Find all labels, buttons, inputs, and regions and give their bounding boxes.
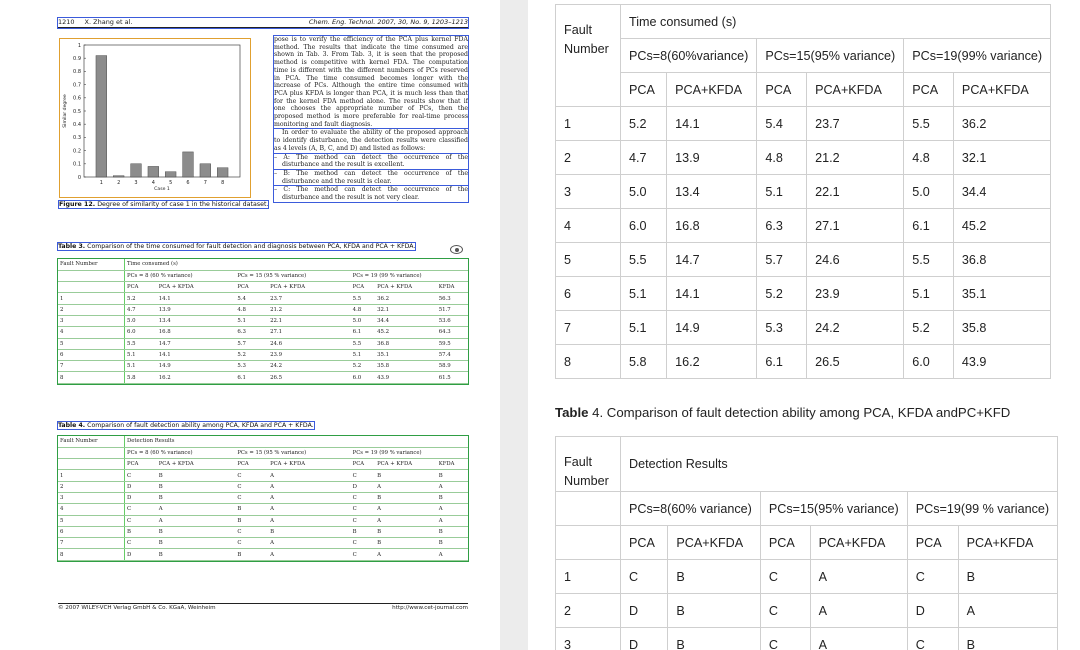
fault-number-cell: 3 bbox=[58, 315, 125, 326]
table-cell: 21.2 bbox=[268, 304, 351, 315]
table-row bbox=[556, 594, 1058, 628]
table-row bbox=[58, 315, 468, 326]
bar bbox=[148, 166, 159, 177]
table-cell: C bbox=[235, 481, 268, 492]
table-cell: 27.1 bbox=[807, 209, 904, 243]
table-cell: A bbox=[268, 492, 351, 503]
table-cell: 23.9 bbox=[807, 277, 904, 311]
table-row bbox=[58, 549, 468, 560]
table-cell: A bbox=[437, 504, 468, 515]
table-cell: C bbox=[760, 594, 810, 628]
table-cell: C bbox=[621, 560, 668, 594]
y-tick-label: 0.6 bbox=[73, 95, 81, 102]
fault-number-cell: 5 bbox=[556, 243, 621, 277]
table-cell: C bbox=[351, 504, 375, 515]
table-row bbox=[58, 492, 468, 503]
fault-number-header: Fault Number bbox=[556, 5, 621, 107]
table-cell: 43.9 bbox=[375, 372, 437, 383]
bar bbox=[200, 164, 211, 177]
table-cell: A bbox=[810, 560, 907, 594]
table-cell: 23.7 bbox=[807, 107, 904, 141]
fault-number-cell: 5 bbox=[58, 515, 125, 526]
table-cell: B bbox=[375, 492, 437, 503]
table-row bbox=[556, 141, 1051, 175]
table-cell: 5.1 bbox=[235, 315, 268, 326]
x-tick-label: 6 bbox=[186, 180, 190, 186]
fault-number-cell: 8 bbox=[58, 549, 125, 560]
eye-icon[interactable] bbox=[450, 245, 463, 254]
table-row bbox=[556, 107, 1051, 141]
table-cell: 6.0 bbox=[621, 209, 667, 243]
y-tick-label: 0.1 bbox=[73, 161, 81, 168]
table-row bbox=[58, 526, 468, 537]
table-cell: 6.0 bbox=[125, 327, 157, 338]
table-cell: 5.8 bbox=[125, 372, 157, 383]
table-cell: A bbox=[268, 515, 351, 526]
table-cell: C bbox=[760, 628, 810, 650]
table-cell: 5.1 bbox=[351, 349, 375, 360]
doc-table-3: Fault Number Time consumed (s) PCs=8(60%variance) PCs=15(95% variance) PCs=19(99% variance) PCA PCA+KFDA PCA PCA+KFDA PCA PCA+KFDA 1 5.2 14.1 5.4 23.7 5.5 36.2 2 4.7 13.9 4.8 21.2 4.8 32.1 3 5.0 13.4 5.1 22.1 5.0 34.4 4 6.0 16.8 6.3 27.1 6.1 45.2 5 5.5 14.7 5.7 24.6 5.5 36.8 6 5.1 14.1 5.2 23.9 5.1 35.1 7 5.1 14.9 5.3 24.2 5.2 35.8 8 5.8 16.2 6.1 26.5 6.0 43.9 bbox=[555, 4, 1051, 379]
fault-number-cell: 5 bbox=[58, 338, 125, 349]
table-cell: 58.9 bbox=[437, 361, 468, 372]
table-cell: 45.2 bbox=[953, 209, 1050, 243]
table-cell: D bbox=[125, 549, 157, 560]
fault-number-cell: 6 bbox=[58, 526, 125, 537]
x-tick-label: 5 bbox=[169, 180, 173, 186]
table-cell: C bbox=[235, 492, 268, 503]
table-cell: B bbox=[437, 470, 468, 481]
paragraph-results: pose is to verify the efficiency of the PCA plus kernel FDA method. The results that indicate the time consumed are shown in Tab. 3. From Tab. 3, it is seen that the proposed method is competitive with kernel FDA. The computation time is different with the different numbers of PCs reserved in PCA. The time consumed becomes longer with the increase of PCs. Although the entire time consumed with PCA plus KFDA is longer than PCA, it is much less than that for the kernel FDA method alone. The results show that if one chooses the appropriate number of PCs, then the proposed method is more preferable for real-time process monitoring and fault diagnosis. bbox=[274, 36, 468, 128]
table-cell: A bbox=[437, 481, 468, 492]
table-cell: 6.1 bbox=[757, 345, 807, 379]
table-cell: 14.1 bbox=[667, 277, 757, 311]
fault-number-header: Fault Number bbox=[556, 437, 621, 492]
page-number: 1210 bbox=[58, 18, 75, 26]
table-cell: 24.6 bbox=[807, 243, 904, 277]
table-cell: 34.4 bbox=[953, 175, 1050, 209]
table-cell: C bbox=[125, 538, 157, 549]
table-cell: B bbox=[157, 526, 236, 537]
bar bbox=[165, 172, 176, 177]
table-cell: 14.7 bbox=[667, 243, 757, 277]
table-cell: B bbox=[958, 628, 1057, 650]
table-cell: 23.7 bbox=[268, 293, 351, 304]
table-cell: B bbox=[235, 504, 268, 515]
table-cell: 36.2 bbox=[953, 107, 1050, 141]
table-cell: B bbox=[235, 515, 268, 526]
table-cell: 23.9 bbox=[268, 349, 351, 360]
table-cell: 16.8 bbox=[157, 327, 236, 338]
table-row bbox=[556, 345, 1051, 379]
table-cell: 34.4 bbox=[375, 315, 437, 326]
table-cell: A bbox=[268, 470, 351, 481]
table-cell: 6.1 bbox=[235, 372, 268, 383]
table-cell: 6.0 bbox=[904, 345, 954, 379]
table-cell: 14.7 bbox=[157, 338, 236, 349]
table-row bbox=[58, 338, 468, 349]
table-row bbox=[556, 311, 1051, 345]
page-footer bbox=[58, 603, 468, 611]
paper-page bbox=[0, 0, 500, 650]
y-tick-label: 0.4 bbox=[73, 122, 81, 128]
table-row bbox=[58, 327, 468, 338]
table-cell: C bbox=[760, 560, 810, 594]
table-row bbox=[58, 504, 468, 515]
fault-number-cell: 3 bbox=[556, 175, 621, 209]
table-cell: A bbox=[437, 515, 468, 526]
table-cell: B bbox=[437, 538, 468, 549]
table-cell: B bbox=[157, 492, 236, 503]
table-cell: 36.2 bbox=[375, 293, 437, 304]
table-cell: D bbox=[621, 628, 668, 650]
table-cell: 5.4 bbox=[757, 107, 807, 141]
bar bbox=[183, 152, 194, 177]
list-item-b: – B: The method can detect the occurrence of the disturbance and the result is clear. bbox=[274, 169, 468, 185]
x-tick-label: 2 bbox=[117, 180, 121, 186]
table-cell: 27.1 bbox=[268, 327, 351, 338]
table-cell: 43.9 bbox=[953, 345, 1050, 379]
time-consumed-header: Time consumed (s) bbox=[621, 5, 1051, 39]
plot-frame bbox=[84, 45, 240, 177]
table-cell: D bbox=[621, 594, 668, 628]
paper-table-4: Fault Number Detection Results PCs = 8 (60 % variance) PCs = 15 (95 % variance) PCs = 19 (99 % variance) PCA PCA + KFDA PCA PCA + KFDA PCA PCA + KFDA KFDA 1 C B C A C B B 2 D B C A D A A 3 D B C A C B B 4 C A B A C A A 5 C A B A C A A 6 B B C B B B B 7 C B C A C B B 8 D B B A C A A bbox=[58, 436, 468, 561]
doc-table-4: Fault Number Detection Results PCs=8(60% variance) PCs=15(95% variance) PCs=19(99 % variance) PCA PCA+KFDA PCA PCA+KFDA PCA PCA+KFDA 1 C B C A C B 2 D B C A D A 3 D B C A C B bbox=[555, 436, 1058, 650]
y-tick-label: 0.9 bbox=[73, 56, 81, 62]
table-cell: 16.2 bbox=[667, 345, 757, 379]
table-cell: 6.3 bbox=[757, 209, 807, 243]
table-cell: 5.2 bbox=[125, 293, 157, 304]
table-cell: 35.1 bbox=[953, 277, 1050, 311]
table-cell: 24.6 bbox=[268, 338, 351, 349]
table-cell: 5.1 bbox=[757, 175, 807, 209]
table-cell: 5.5 bbox=[351, 338, 375, 349]
table-row bbox=[58, 304, 468, 315]
y-tick-label: 0.3 bbox=[73, 135, 81, 142]
y-tick-label: 0 bbox=[77, 174, 81, 181]
table-cell: 6.3 bbox=[235, 327, 268, 338]
table-cell: 57.4 bbox=[437, 349, 468, 360]
fault-number-cell: 1 bbox=[556, 107, 621, 141]
table-row bbox=[58, 515, 468, 526]
figure-12-caption: Figure 12. Degree of similarity of case 1 in the historical dataset. bbox=[59, 201, 269, 208]
y-tick-label: 0.8 bbox=[73, 69, 81, 76]
table-cell: A bbox=[437, 549, 468, 560]
y-tick-label: 1 bbox=[77, 42, 81, 49]
table-cell: 13.9 bbox=[157, 304, 236, 315]
table-cell: A bbox=[375, 504, 437, 515]
fault-number-cell: 2 bbox=[556, 594, 621, 628]
table-cell: 5.0 bbox=[351, 315, 375, 326]
table-cell: A bbox=[810, 594, 907, 628]
table-cell: A bbox=[375, 515, 437, 526]
table-cell: 5.0 bbox=[125, 315, 157, 326]
table-row bbox=[556, 243, 1051, 277]
copyright: © 2007 WILEY-VCH Verlag GmbH & Co. KGaA, Weinheim bbox=[58, 605, 216, 611]
table-cell: 5.7 bbox=[235, 338, 268, 349]
x-tick-label: 4 bbox=[151, 180, 155, 186]
fault-number-cell: 1 bbox=[58, 470, 125, 481]
fault-number-cell: 3 bbox=[58, 492, 125, 503]
table-cell: 5.5 bbox=[621, 243, 667, 277]
x-tick-label: 1 bbox=[99, 180, 103, 186]
table-cell: C bbox=[351, 470, 375, 481]
table-cell: 61.5 bbox=[437, 372, 468, 383]
table-cell: B bbox=[157, 538, 236, 549]
table-row bbox=[58, 481, 468, 492]
table-cell: B bbox=[437, 492, 468, 503]
table-cell: 56.3 bbox=[437, 293, 468, 304]
table-cell: 53.6 bbox=[437, 315, 468, 326]
table-cell: C bbox=[125, 515, 157, 526]
y-tick-label: 0.2 bbox=[73, 148, 81, 155]
table-cell: B bbox=[668, 628, 761, 650]
table-cell: 5.1 bbox=[621, 311, 667, 345]
table-cell: 16.8 bbox=[667, 209, 757, 243]
table-cell: C bbox=[235, 538, 268, 549]
table-cell: C bbox=[351, 538, 375, 549]
table-cell: 4.8 bbox=[757, 141, 807, 175]
table-cell: 14.1 bbox=[157, 293, 236, 304]
table-cell: 5.2 bbox=[757, 277, 807, 311]
table-row bbox=[58, 470, 468, 481]
journal-url: http://www.cet-journal.com bbox=[392, 605, 468, 611]
bar bbox=[217, 168, 228, 177]
fault-number-cell: 2 bbox=[58, 304, 125, 315]
x-tick-label: 8 bbox=[221, 180, 225, 186]
table-cell: 5.2 bbox=[621, 107, 667, 141]
table-cell: C bbox=[351, 515, 375, 526]
table-cell: 5.5 bbox=[904, 243, 954, 277]
table-cell: 5.2 bbox=[235, 349, 268, 360]
table-cell: 5.5 bbox=[904, 107, 954, 141]
table-cell: 5.5 bbox=[351, 293, 375, 304]
document-view bbox=[528, 0, 1080, 650]
y-tick-label: 0.7 bbox=[73, 82, 81, 89]
table-cell: B bbox=[157, 470, 236, 481]
table-cell: C bbox=[907, 560, 958, 594]
table-cell: 5.3 bbox=[235, 361, 268, 372]
table-cell: A bbox=[810, 628, 907, 650]
list-item-a: – A: The method can detect the occurrence of the disturbance and the result is excellent. bbox=[274, 153, 468, 169]
table-cell: 13.9 bbox=[667, 141, 757, 175]
table-cell: 21.2 bbox=[807, 141, 904, 175]
page-header bbox=[58, 18, 468, 28]
table-cell: B bbox=[125, 526, 157, 537]
fault-number-cell: 3 bbox=[556, 628, 621, 650]
table-cell: B bbox=[375, 526, 437, 537]
table-cell: 32.1 bbox=[375, 304, 437, 315]
table-cell: 14.9 bbox=[157, 361, 236, 372]
fault-number-cell: 4 bbox=[556, 209, 621, 243]
table-cell: C bbox=[351, 492, 375, 503]
table-cell: 5.1 bbox=[125, 349, 157, 360]
journal-citation: Chem. Eng. Technol. 2007, 30, No. 9, 1203–1213 bbox=[308, 18, 468, 26]
fault-number-cell: 7 bbox=[58, 361, 125, 372]
bar bbox=[131, 164, 142, 177]
table-cell: 5.2 bbox=[351, 361, 375, 372]
similarity-bar-chart bbox=[60, 39, 249, 196]
table-cell: 36.8 bbox=[375, 338, 437, 349]
table-cell: 4.7 bbox=[621, 141, 667, 175]
table-cell: 35.8 bbox=[953, 311, 1050, 345]
table-cell: 4.7 bbox=[125, 304, 157, 315]
x-axis-label: Case 1 bbox=[154, 187, 170, 192]
table-cell: B bbox=[351, 526, 375, 537]
bar bbox=[113, 176, 124, 177]
table-cell: 6.1 bbox=[904, 209, 954, 243]
table-cell: A bbox=[958, 594, 1057, 628]
table-cell: 51.7 bbox=[437, 304, 468, 315]
table-cell: D bbox=[907, 594, 958, 628]
table-cell: 5.0 bbox=[904, 175, 954, 209]
table-row bbox=[58, 293, 468, 304]
fault-number-cell: 1 bbox=[556, 560, 621, 594]
table-cell: D bbox=[125, 481, 157, 492]
table-cell: 4.8 bbox=[904, 141, 954, 175]
table-cell: 64.3 bbox=[437, 327, 468, 338]
table-cell: A bbox=[375, 481, 437, 492]
table-cell: 13.4 bbox=[667, 175, 757, 209]
table-cell: 45.2 bbox=[375, 327, 437, 338]
table-cell: 6.1 bbox=[351, 327, 375, 338]
table-row bbox=[556, 175, 1051, 209]
table-cell: 5.1 bbox=[904, 277, 954, 311]
table-cell: B bbox=[668, 594, 761, 628]
table-cell: A bbox=[157, 515, 236, 526]
table-cell: 26.5 bbox=[268, 372, 351, 383]
table-cell: 4.8 bbox=[235, 304, 268, 315]
table-cell: 14.1 bbox=[157, 349, 236, 360]
table-cell: 5.5 bbox=[125, 338, 157, 349]
fault-number-cell: 7 bbox=[556, 311, 621, 345]
table-cell: 22.1 bbox=[807, 175, 904, 209]
table-cell: 35.8 bbox=[375, 361, 437, 372]
table-cell: 5.2 bbox=[904, 311, 954, 345]
figure-12-chart bbox=[59, 38, 251, 198]
table-cell: A bbox=[268, 549, 351, 560]
fault-number-cell: 8 bbox=[556, 345, 621, 379]
table-4-caption: Table 4. Comparison of fault detection ability among PCA, KFDA and PCA + KFDA. bbox=[58, 422, 314, 429]
table-3-caption: Table 3. Comparison of the time consumed for fault detection and diagnosis between PCA, KFDA and PCA + KFDA. bbox=[58, 243, 416, 250]
table-cell: 22.1 bbox=[268, 315, 351, 326]
paragraph-levels: In order to evaluate the ability of the proposed approach to identify disturbance, the detection results were classified as 4 levels (A, B, C, and D) and listed as follows: bbox=[274, 129, 468, 152]
table-cell: 24.2 bbox=[268, 361, 351, 372]
body-text-column bbox=[274, 36, 468, 203]
table-cell: 5.3 bbox=[757, 311, 807, 345]
table-cell: B bbox=[668, 560, 761, 594]
table-cell: B bbox=[375, 538, 437, 549]
table-cell: A bbox=[268, 481, 351, 492]
table-cell: A bbox=[157, 504, 236, 515]
table-cell: 6.0 bbox=[351, 372, 375, 383]
table-row bbox=[556, 560, 1058, 594]
table-cell: 24.2 bbox=[807, 311, 904, 345]
y-tick-label: 0.5 bbox=[73, 108, 81, 115]
table-cell: 14.9 bbox=[667, 311, 757, 345]
table-row bbox=[58, 372, 468, 383]
table-cell: 26.5 bbox=[807, 345, 904, 379]
fault-number-cell: 6 bbox=[58, 349, 125, 360]
fault-number-cell: 6 bbox=[556, 277, 621, 311]
table-row bbox=[58, 361, 468, 372]
table-cell: D bbox=[125, 492, 157, 503]
table-cell: B bbox=[157, 549, 236, 560]
bar bbox=[96, 56, 107, 177]
paper-table-3: Fault Number Time consumed (s) PCs = 8 (60 % variance) PCs = 15 (95 % variance) PCs = 19 (99 % variance) PCA PCA + KFDA PCA PCA + KFDA PCA PCA + KFDA KFDA 1 5.2 14.1 5.4 23.7 5.5 36.2 56.3 2 4.7 13.9 4.8 21.2 4.8 32.1 51.7 3 5.0 13.4 5.1 22.1 5.0 34.4 53.6 4 6.0 16.8 6.3 27.1 6.1 45.2 64.3 5 5.5 14.7 5.7 24.6 5.5 36.8 59.5 6 5.1 14.1 5.2 23.9 5.1 35.1 57.4 7 5.1 14.9 5.3 24.2 5.2 35.8 58.9 8 5.8 16.2 6.1 26.5 6.0 43.9 61.5 bbox=[58, 259, 468, 384]
table-cell: C bbox=[125, 470, 157, 481]
list-item-c: – C: The method can detect the occurrence of the disturbance and the result is not very clear. bbox=[274, 186, 468, 202]
doc-table-4-caption: Table 4. Comparison of fault detection ability among PCA, KFDA andPC+KFD bbox=[555, 405, 1011, 420]
table-cell: 32.1 bbox=[953, 141, 1050, 175]
fault-number-cell: 7 bbox=[58, 538, 125, 549]
table-cell: A bbox=[268, 504, 351, 515]
fault-number-cell: 8 bbox=[58, 372, 125, 383]
table-cell: D bbox=[351, 481, 375, 492]
fault-number-cell: 2 bbox=[556, 141, 621, 175]
table-cell: 4.8 bbox=[351, 304, 375, 315]
table-cell: A bbox=[268, 538, 351, 549]
table-cell: 5.4 bbox=[235, 293, 268, 304]
table-cell: 5.0 bbox=[621, 175, 667, 209]
table-cell: 5.7 bbox=[757, 243, 807, 277]
table-cell: 14.1 bbox=[667, 107, 757, 141]
table-cell: C bbox=[235, 470, 268, 481]
fault-number-cell: 4 bbox=[58, 504, 125, 515]
table-cell: 35.1 bbox=[375, 349, 437, 360]
table-cell: C bbox=[907, 628, 958, 650]
table-cell: 5.8 bbox=[621, 345, 667, 379]
table-cell: 5.1 bbox=[621, 277, 667, 311]
table-row bbox=[58, 349, 468, 360]
y-axis-label: Similar degree bbox=[63, 94, 68, 128]
x-tick-label: 3 bbox=[134, 180, 138, 186]
table-cell: C bbox=[351, 549, 375, 560]
fault-number-cell: 2 bbox=[58, 481, 125, 492]
fault-number-cell: 4 bbox=[58, 327, 125, 338]
table-cell: C bbox=[235, 526, 268, 537]
table-cell: C bbox=[125, 504, 157, 515]
table-cell: 36.8 bbox=[953, 243, 1050, 277]
table-cell: B bbox=[958, 560, 1057, 594]
table-row bbox=[556, 209, 1051, 243]
table-cell: B bbox=[268, 526, 351, 537]
table-row bbox=[58, 538, 468, 549]
table-cell: B bbox=[375, 470, 437, 481]
table-row bbox=[556, 628, 1058, 650]
table-cell: 59.5 bbox=[437, 338, 468, 349]
table-cell: 5.1 bbox=[125, 361, 157, 372]
table-cell: B bbox=[235, 549, 268, 560]
paper-authors: X. Zhang et al. bbox=[84, 18, 133, 26]
table-cell: B bbox=[157, 481, 236, 492]
table-cell: 13.4 bbox=[157, 315, 236, 326]
table-cell: B bbox=[437, 526, 468, 537]
table-row bbox=[556, 277, 1051, 311]
table-cell: 16.2 bbox=[157, 372, 236, 383]
fault-number-cell: 1 bbox=[58, 293, 125, 304]
table-cell: A bbox=[375, 549, 437, 560]
detection-results-header: Detection Results bbox=[621, 437, 1058, 492]
x-tick-label: 7 bbox=[203, 180, 207, 186]
